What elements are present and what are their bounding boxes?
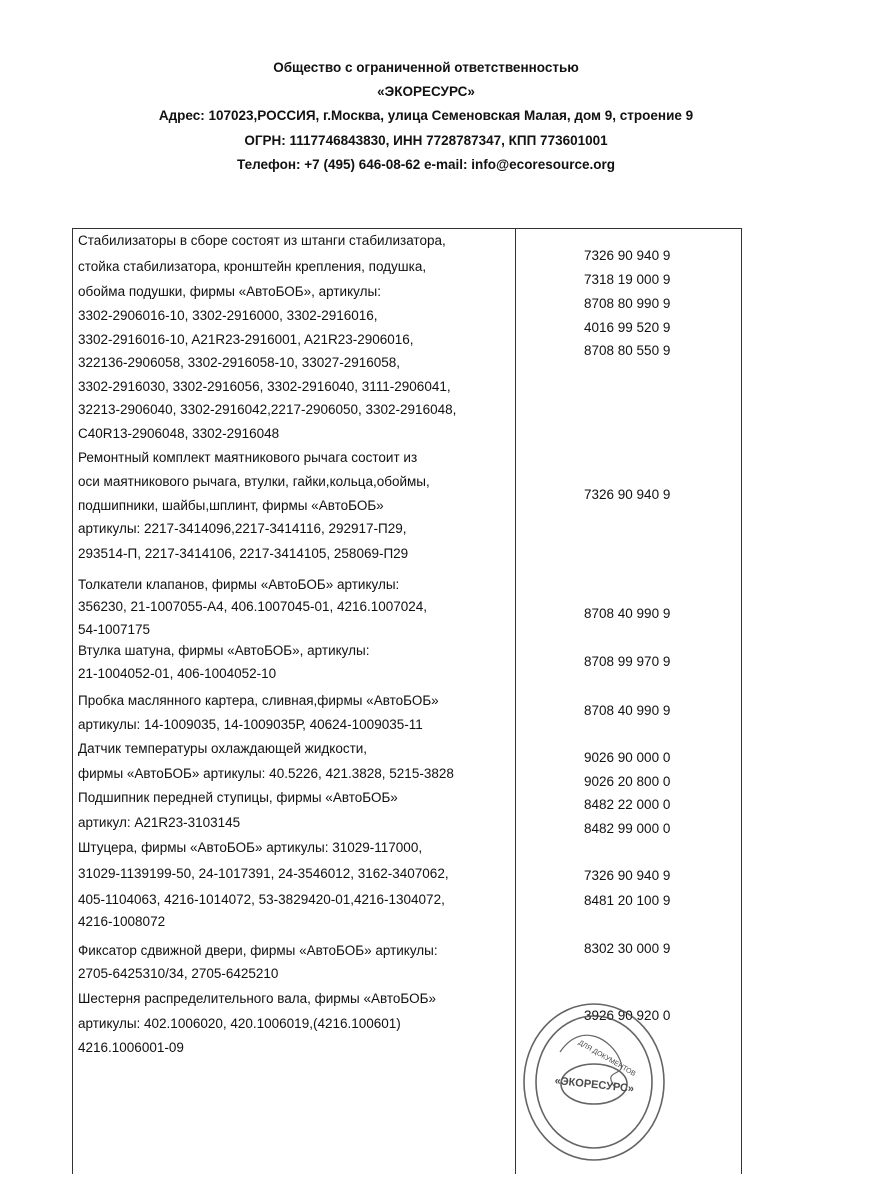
item-description-line: 4216-1008072 — [78, 914, 166, 929]
item-description-line: Подшипник передней ступицы, фирмы «АвтоБОБ» — [78, 790, 398, 805]
item-description-line: 3302-2916030, 3302-2916056, 3302-2916040, 3111-2906041, — [78, 379, 451, 394]
item-description-line: артикулы: 14-1009035, 14-1009035Р, 40624-1009035-11 — [78, 717, 423, 732]
hs-code: 3926 90 920 0 — [584, 1008, 671, 1023]
company-contacts: Телефон: +7 (495) 646-08-62 e-mail: info@ecoresource.org — [237, 157, 615, 172]
item-description-line: артикулы: 402.1006020, 420.1006019,(4216.100601) — [78, 1016, 401, 1031]
item-description-line: 54-1007175 — [78, 622, 151, 637]
item-description-line: Ремонтный комплект маятникового рычага состоит из — [78, 450, 418, 465]
item-description-line: оси маятникового рычага, втулки, гайки,кольца,обоймы, — [78, 474, 430, 489]
item-description-line: Стабилизаторы в сборе состоят из штанги стабилизатора, — [78, 233, 446, 248]
item-description-line: 2705-6425310/34, 2705-6425210 — [78, 966, 279, 981]
company-seal — [510, 990, 670, 1170]
item-description-line: Пробка маслянного картера, сливная,фирмы «АвтоБОБ» — [78, 693, 439, 708]
item-description-line: Втулка шатуна, фирмы «АвтоБОБ», артикулы: — [78, 643, 370, 658]
item-description-line: Датчик температуры охлаждающей жидкости, — [78, 741, 368, 756]
item-description-line: обойма подушки, фирмы «АвтоБОБ», артикулы: — [78, 284, 381, 299]
item-description-line: 32213-2906040, 3302-2916042,2217-2906050, 3302-2916048, — [78, 402, 457, 417]
hs-code: 9026 20 800 0 — [584, 774, 671, 789]
item-description-line: 405-1104063, 4216-1014072, 53-3829420-01,4216-1304072, — [78, 892, 445, 907]
hs-code: 8481 20 100 9 — [584, 893, 671, 908]
company-legal-form: Общество с ограниченной ответственностью — [273, 60, 579, 75]
item-description-line: Шестерня распределительного вала, фирмы «АвтоБОБ» — [78, 991, 437, 1006]
seal-center-text: «ЭКОРЕСУРС» — [554, 1074, 635, 1096]
item-description-line: 31029-1139199-50, 24-1017391, 24-3546012, 3162-3407062, — [78, 866, 449, 881]
hs-code: 8482 22 000 0 — [584, 797, 671, 812]
hs-code: 8482 99 000 0 — [584, 821, 671, 836]
item-description-line: Фиксатор сдвижной двери, фирмы «АвтоБОБ» артикулы: — [78, 943, 438, 958]
item-description-line: 356230, 21-1007055-А4, 406.1007045-01, 4216.1007024, — [78, 599, 428, 614]
item-description-line: 3302-2906016-10, 3302-2916000, 3302-2916016, — [78, 308, 378, 323]
hs-code: 9026 90 000 0 — [584, 750, 671, 765]
item-description-line: 322136-2906058, 3302-2916058-10, 33027-2916058, — [78, 355, 401, 370]
item-description-line: C40R13-2906048, 3302-2916048 — [78, 426, 280, 441]
item-description-line: 293514-П, 2217-3414106, 2217-3414105, 258069-П29 — [78, 546, 409, 561]
item-description-line: подшипники, шайбы,шплинт, фирмы «АвтоБОБ» — [78, 498, 384, 513]
hs-code: 7326 90 940 9 — [584, 487, 671, 502]
company-registration: ОГРН: 1117746843830, ИНН 7728787347, КПП 773601001 — [244, 133, 608, 148]
item-description-line: фирмы «АвтоБОБ» артикулы: 40.5226, 421.3828, 5215-3828 — [78, 766, 454, 781]
hs-code: 8708 80 990 9 — [584, 296, 671, 311]
item-description-line: артикул: A21R23-3103145 — [78, 815, 241, 830]
item-description-line: артикулы: 2217-3414096,2217-3414116, 292917-П29, — [78, 521, 407, 536]
hs-code: 7318 19 000 9 — [584, 272, 671, 287]
hs-code: 8708 99 970 9 — [584, 654, 671, 669]
company-address: Адрес: 107023,РОССИЯ, г.Москва, улица Семеновская Малая, дом 9, строение 9 — [158, 108, 694, 123]
hs-code: 8708 80 550 9 — [584, 343, 671, 358]
company-name: «ЭКОРЕСУРС» — [377, 84, 475, 99]
hs-code: 8708 40 990 9 — [584, 703, 671, 718]
hs-code: 8302 30 000 9 — [584, 941, 671, 956]
seal-inner-text: ДЛЯ ДОКУМЕНТОВ — [576, 1039, 637, 1078]
hs-code: 8708 40 990 9 — [584, 606, 671, 621]
item-description-line: Толкатели клапанов, фирмы «АвтоБОБ» артикулы: — [78, 577, 400, 592]
item-description-line: 21-1004052-01, 406-1004052-10 — [78, 666, 277, 681]
hs-code: 7326 90 940 9 — [584, 248, 671, 263]
item-description-line: 4216.1006001-09 — [78, 1040, 184, 1055]
item-description-line: Штуцера, фирмы «АвтоБОБ» артикулы: 31029-117000, — [78, 840, 423, 855]
item-description-line: 3302-2916016-10, A21R23-2916001, A21R23-2906016, — [78, 332, 414, 347]
hs-code: 7326 90 940 9 — [584, 868, 671, 883]
hs-code: 4016 99 520 9 — [584, 320, 671, 335]
item-description-line: стойка стабилизатора, кронштейн крепления, подушка, — [78, 259, 427, 274]
